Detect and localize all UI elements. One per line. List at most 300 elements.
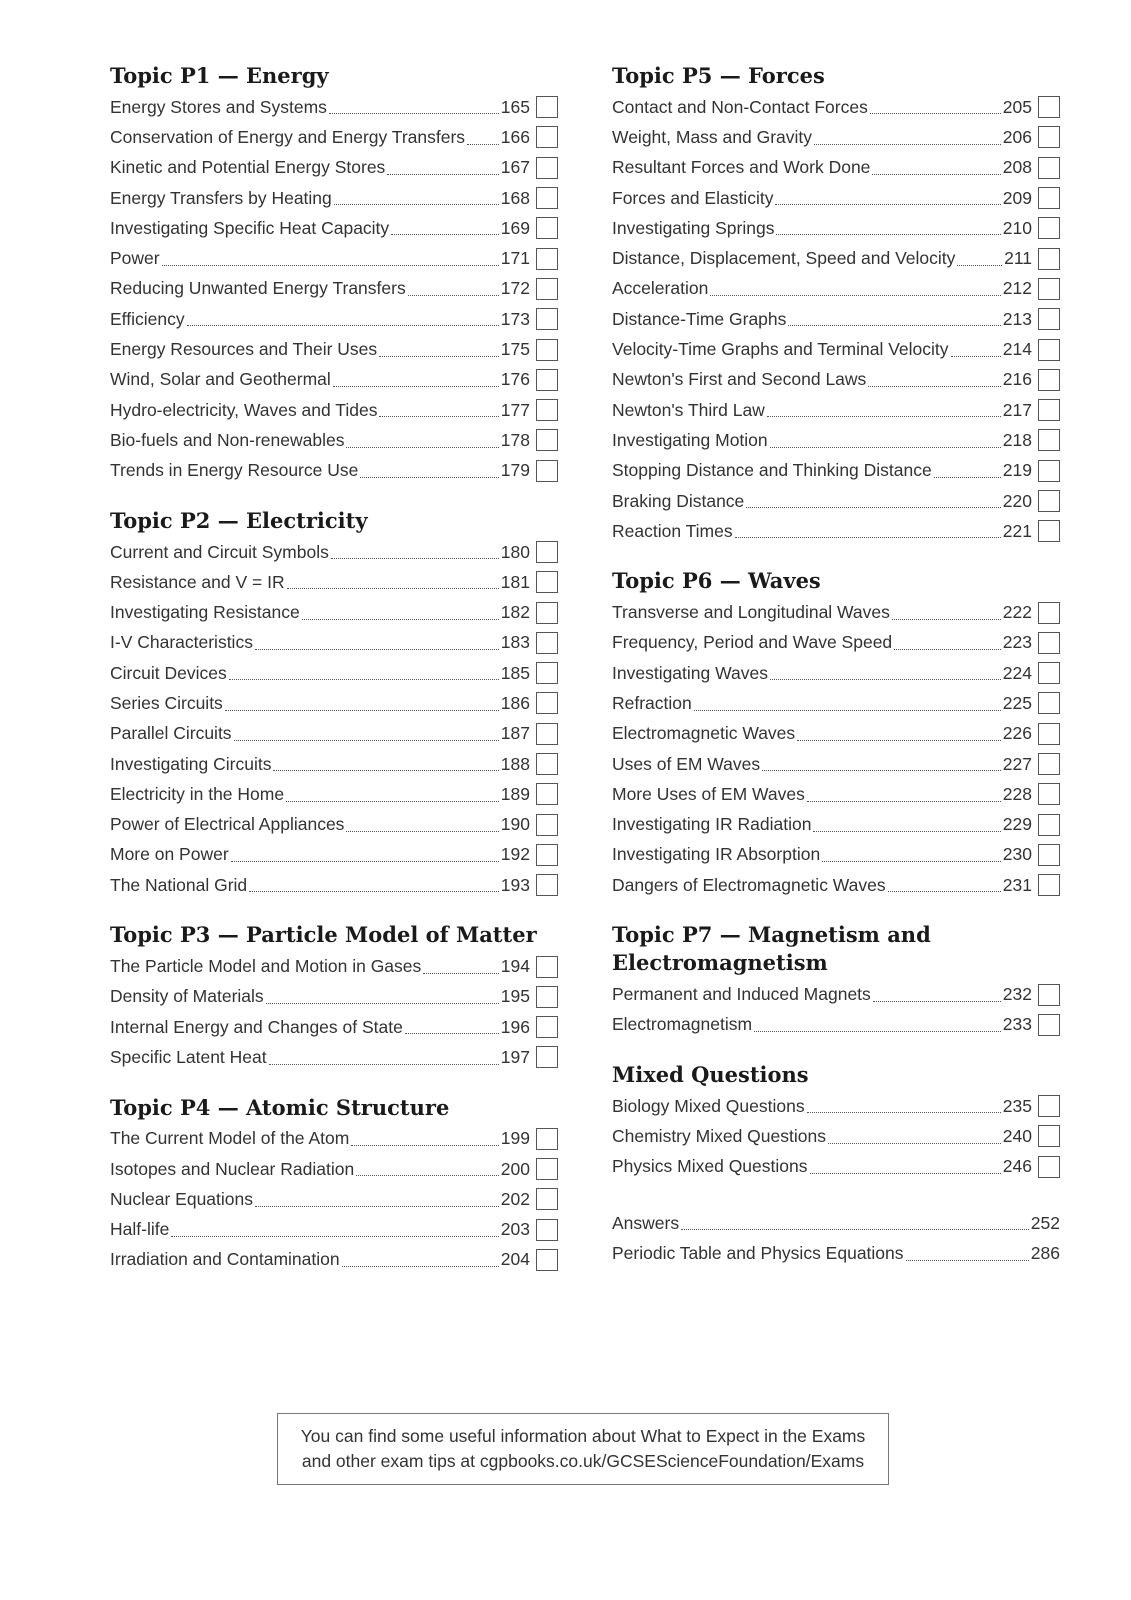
progress-checkbox[interactable] — [536, 399, 558, 421]
progress-checkbox[interactable] — [1038, 126, 1060, 148]
dot-leader — [408, 289, 499, 296]
entry-page-number: 240 — [1002, 1125, 1032, 1146]
entry-page-number: 220 — [1002, 490, 1032, 511]
progress-checkbox[interactable] — [536, 1046, 558, 1068]
dot-leader — [762, 764, 1001, 771]
progress-checkbox[interactable] — [536, 278, 558, 300]
entry-label: Electromagnetic Waves — [612, 723, 796, 744]
dot-leader — [775, 198, 1000, 205]
contents-entry — [110, 537, 558, 567]
dot-leader — [797, 734, 1001, 741]
dot-leader — [225, 704, 499, 711]
entry-label: Kinetic and Potential Energy Stores — [110, 157, 386, 178]
contents-entry — [110, 719, 558, 749]
progress-checkbox[interactable] — [536, 874, 558, 896]
progress-checkbox[interactable] — [536, 662, 558, 684]
entry-page-number: 214 — [1002, 339, 1032, 360]
progress-checkbox[interactable] — [1038, 96, 1060, 118]
entry-label: Electricity in the Home — [110, 783, 285, 804]
contents-entry — [612, 92, 1060, 122]
progress-checkbox[interactable] — [1038, 399, 1060, 421]
contents-entry — [612, 979, 1060, 1009]
dot-leader — [767, 410, 1001, 417]
entry-label: Newton's Third Law — [612, 399, 765, 420]
progress-checkbox[interactable] — [536, 339, 558, 361]
entry-page-number: 206 — [1002, 126, 1032, 147]
contents-entry — [612, 719, 1060, 749]
progress-checkbox[interactable] — [1038, 157, 1060, 179]
contents-entry — [110, 840, 558, 870]
progress-checkbox[interactable] — [536, 814, 558, 836]
entry-label: Half-life — [110, 1219, 170, 1240]
progress-checkbox[interactable] — [536, 956, 558, 978]
entry-label: I-V Characteristics — [110, 632, 253, 653]
dot-leader — [746, 501, 1001, 508]
entry-label: Newton's First and Second Laws — [612, 369, 867, 390]
dot-leader — [892, 613, 1001, 620]
topic-p6-title: Topic P6 — Waves — [612, 568, 821, 594]
entry-label: Current and Circuit Symbols — [110, 541, 329, 562]
contents-entry — [612, 395, 1060, 425]
dot-leader — [255, 1200, 499, 1207]
entry-page-number: 196 — [500, 1016, 530, 1037]
progress-checkbox[interactable] — [1038, 460, 1060, 482]
topic-p2-entries — [110, 537, 558, 901]
entry-label: Investigating Specific Heat Capacity — [110, 217, 390, 238]
topic-p7-section — [612, 919, 1060, 1040]
entry-page-number: 226 — [1002, 723, 1032, 744]
topic-p7-title-line1: Topic P7 — Magnetism and — [612, 922, 931, 948]
topic-p6-section — [612, 565, 1060, 900]
contents-entry — [612, 274, 1060, 304]
progress-checkbox[interactable] — [1038, 217, 1060, 239]
entry-label: Distance-Time Graphs — [612, 308, 787, 329]
contents-entry — [612, 213, 1060, 243]
dot-leader — [329, 107, 499, 114]
dot-leader — [356, 1169, 499, 1176]
progress-checkbox[interactable] — [1038, 308, 1060, 330]
progress-checkbox[interactable] — [536, 723, 558, 745]
entry-page-number: 199 — [500, 1128, 530, 1149]
entry-label: Transverse and Longitudinal Waves — [612, 602, 890, 623]
entry-page-number: 177 — [500, 399, 530, 420]
entry-page-number: 183 — [500, 632, 530, 653]
dot-leader — [467, 138, 499, 145]
topic-p4-title: Topic P4 — Atomic Structure — [110, 1094, 450, 1120]
contents-entry — [612, 425, 1060, 455]
contents-entry — [110, 1245, 558, 1275]
progress-checkbox[interactable] — [536, 96, 558, 118]
dot-leader — [957, 259, 1002, 266]
entry-page-number: 230 — [1002, 844, 1032, 865]
progress-checkbox[interactable] — [536, 217, 558, 239]
dot-leader — [351, 1139, 499, 1146]
topic-p5-entries — [612, 92, 1060, 546]
contents-entry — [110, 982, 558, 1012]
entry-page-number: 202 — [500, 1188, 530, 1209]
entry-page-number: 209 — [1002, 187, 1032, 208]
dot-leader — [334, 198, 499, 205]
entry-page-number: 235 — [1002, 1095, 1032, 1116]
entry-page-number: 219 — [1002, 460, 1032, 481]
progress-checkbox[interactable] — [1038, 187, 1060, 209]
contents-entry — [110, 365, 558, 395]
entry-page-number: 224 — [1002, 662, 1032, 683]
entry-page-number: 252 — [1030, 1212, 1060, 1233]
contents-entry — [110, 456, 558, 486]
topic-p1-section — [110, 60, 558, 486]
entry-label: Acceleration — [612, 278, 709, 299]
entry-label: More Uses of EM Waves — [612, 783, 805, 804]
contents-entry — [110, 1215, 558, 1245]
progress-checkbox[interactable] — [536, 1016, 558, 1038]
progress-checkbox[interactable] — [536, 632, 558, 654]
entry-page-number: 229 — [1002, 814, 1032, 835]
dot-leader — [894, 643, 1001, 650]
entry-label: Resistance and V = IR — [110, 571, 285, 592]
progress-checkbox[interactable] — [536, 541, 558, 563]
entry-label: Biology Mixed Questions — [612, 1095, 805, 1116]
progress-checkbox[interactable] — [536, 308, 558, 330]
entry-label: Series Circuits — [110, 692, 223, 713]
dot-leader — [231, 855, 499, 862]
progress-checkbox[interactable] — [1038, 1095, 1060, 1117]
progress-checkbox[interactable] — [1038, 602, 1060, 624]
entry-label: Frequency, Period and Wave Speed — [612, 632, 893, 653]
contents-entry — [612, 749, 1060, 779]
dot-leader — [162, 259, 499, 266]
dot-leader — [405, 1027, 499, 1034]
contents-entry — [110, 870, 558, 900]
back-matter-entries — [612, 1208, 1060, 1269]
progress-checkbox[interactable] — [1038, 753, 1060, 775]
entry-label: Stopping Distance and Thinking Distance — [612, 460, 932, 481]
contents-entry — [612, 1010, 1060, 1040]
topic-p5-title: Topic P5 — Forces — [612, 63, 825, 88]
dot-leader — [788, 319, 1000, 326]
progress-checkbox[interactable] — [1038, 369, 1060, 391]
entry-page-number: 228 — [1002, 783, 1032, 804]
contents-entry — [612, 365, 1060, 395]
entry-page-number: 186 — [500, 692, 530, 713]
progress-checkbox[interactable] — [536, 1188, 558, 1210]
contents-entry — [612, 153, 1060, 183]
entry-label: Chemistry Mixed Questions — [612, 1125, 826, 1146]
contents-entry — [110, 567, 558, 597]
entry-label: Permanent and Induced Magnets — [612, 984, 871, 1005]
dot-leader — [379, 410, 498, 417]
entry-label: Distance, Displacement, Speed and Velocity — [612, 248, 956, 269]
contents-entry — [110, 810, 558, 840]
entry-page-number: 192 — [500, 844, 530, 865]
entry-label: Power — [110, 248, 160, 269]
entry-page-number: 193 — [500, 874, 530, 895]
entry-label: Electromagnetism — [612, 1014, 753, 1035]
contents-entry — [612, 243, 1060, 273]
progress-checkbox[interactable] — [536, 187, 558, 209]
topic-p6-entries — [612, 597, 1060, 900]
progress-checkbox[interactable] — [536, 1158, 558, 1180]
entry-label: Investigating Resistance — [110, 602, 300, 623]
progress-checkbox[interactable] — [1038, 248, 1060, 270]
progress-checkbox[interactable] — [536, 1128, 558, 1150]
progress-checkbox[interactable] — [536, 429, 558, 451]
entry-label: Wind, Solar and Geothermal — [110, 369, 331, 390]
topic-p2-section — [110, 505, 558, 901]
entry-label: Internal Energy and Changes of State — [110, 1016, 403, 1037]
mixed-questions-title: Mixed Questions — [612, 1062, 809, 1088]
progress-checkbox[interactable] — [1038, 490, 1060, 512]
dot-leader — [807, 1106, 1001, 1113]
topic-p3-entries — [110, 951, 558, 1072]
mixed-questions-entries — [612, 1091, 1060, 1182]
mixed-questions-section — [612, 1059, 1060, 1182]
progress-checkbox[interactable] — [1038, 1125, 1060, 1147]
entry-page-number: 221 — [1002, 520, 1032, 541]
dot-leader — [187, 319, 499, 326]
contents-entry — [110, 1184, 558, 1214]
dot-leader — [814, 138, 1001, 145]
dot-leader — [710, 289, 1000, 296]
dot-leader — [807, 795, 1001, 802]
entry-page-number: 189 — [500, 783, 530, 804]
dot-leader — [870, 107, 1001, 114]
contents-entry — [612, 840, 1060, 870]
contents-entry — [612, 628, 1060, 658]
progress-checkbox[interactable] — [1038, 278, 1060, 300]
entry-page-number: 171 — [500, 248, 530, 269]
progress-checkbox[interactable] — [1038, 844, 1060, 866]
contents-entry — [110, 951, 558, 981]
dot-leader — [346, 441, 498, 448]
contents-entry — [110, 628, 558, 658]
entry-label: Efficiency — [110, 308, 185, 329]
progress-checkbox[interactable] — [536, 753, 558, 775]
dot-leader — [770, 673, 1001, 680]
entry-label: Isotopes and Nuclear Radiation — [110, 1158, 355, 1179]
dot-leader — [360, 471, 498, 478]
back-matter-section — [612, 1208, 1060, 1269]
progress-checkbox[interactable] — [536, 157, 558, 179]
contents-entry — [612, 486, 1060, 516]
entry-page-number: 203 — [500, 1219, 530, 1240]
entry-page-number: 233 — [1002, 1014, 1032, 1035]
contents-entry — [110, 92, 558, 122]
progress-checkbox[interactable] — [1038, 723, 1060, 745]
dot-leader — [266, 997, 499, 1004]
entry-page-number: 213 — [1002, 308, 1032, 329]
contents-entry — [612, 1152, 1060, 1182]
topic-p7-title — [612, 919, 1060, 979]
progress-checkbox[interactable] — [1038, 692, 1060, 714]
contents-entry — [612, 516, 1060, 546]
entry-label: Forces and Elasticity — [612, 187, 774, 208]
contents-entry — [110, 274, 558, 304]
entry-label: Density of Materials — [110, 986, 264, 1007]
contents-entry — [110, 153, 558, 183]
entry-label: Resultant Forces and Work Done — [612, 157, 871, 178]
entry-label: Reducing Unwanted Energy Transfers — [110, 278, 406, 299]
dot-leader — [813, 825, 1000, 832]
progress-checkbox[interactable] — [1038, 984, 1060, 1006]
contents-entry — [612, 183, 1060, 213]
entry-label: Refraction — [612, 692, 692, 713]
entry-label: The Particle Model and Motion in Gases — [110, 956, 422, 977]
progress-checkbox[interactable] — [1038, 662, 1060, 684]
progress-checkbox[interactable] — [536, 783, 558, 805]
contents-entry — [612, 658, 1060, 688]
progress-checkbox[interactable] — [1038, 520, 1060, 542]
contents-entry — [110, 749, 558, 779]
topic-p5-section — [612, 60, 1060, 546]
topic-p1-title: Topic P1 — Energy — [110, 63, 329, 88]
contents-entry — [612, 1091, 1060, 1121]
progress-checkbox[interactable] — [536, 248, 558, 270]
progress-checkbox[interactable] — [536, 126, 558, 148]
left-column — [110, 60, 558, 1294]
topic-p1-entries — [110, 92, 558, 486]
entry-label: Irradiation and Contamination — [110, 1249, 340, 1270]
contents-entry — [110, 1042, 558, 1072]
contents-entry — [612, 1238, 1060, 1268]
exam-info-box — [277, 1413, 889, 1485]
entry-label: Uses of EM Waves — [612, 753, 761, 774]
entry-page-number: 181 — [500, 571, 530, 592]
entry-page-number: 190 — [500, 814, 530, 835]
dot-leader — [331, 552, 499, 559]
entry-label: Specific Latent Heat — [110, 1046, 267, 1067]
dot-leader — [342, 1260, 499, 1267]
entry-page-number: 197 — [500, 1046, 530, 1067]
contents-entry — [612, 1121, 1060, 1151]
progress-checkbox[interactable] — [536, 369, 558, 391]
progress-checkbox[interactable] — [536, 844, 558, 866]
entry-label: Circuit Devices — [110, 662, 227, 683]
entry-page-number: 175 — [500, 339, 530, 360]
entry-label: Investigating Circuits — [110, 753, 272, 774]
entry-page-number: 178 — [500, 429, 530, 450]
progress-checkbox[interactable] — [1038, 1014, 1060, 1036]
dot-leader — [873, 995, 1001, 1002]
entry-page-number: 172 — [500, 278, 530, 299]
progress-checkbox[interactable] — [536, 1219, 558, 1241]
entry-label: Reaction Times — [612, 520, 733, 541]
entry-page-number: 180 — [500, 541, 530, 562]
contents-entry — [110, 658, 558, 688]
entry-page-number: 208 — [1002, 157, 1032, 178]
entry-page-number: 216 — [1002, 369, 1032, 390]
exam-info-line1: You can find some useful information about What to Expect in the Exams — [300, 1426, 866, 1446]
entry-label: Weight, Mass and Gravity — [612, 126, 813, 147]
entry-label: Conservation of Energy and Energy Transfers — [110, 126, 466, 147]
entry-page-number: 212 — [1002, 278, 1032, 299]
entry-page-number: 168 — [500, 187, 530, 208]
entry-page-number: 188 — [500, 753, 530, 774]
contents-entry — [612, 597, 1060, 627]
entry-page-number: 218 — [1002, 429, 1032, 450]
topic-p3-title: Topic P3 — Particle Model of Matter — [110, 922, 537, 948]
progress-checkbox[interactable] — [1038, 339, 1060, 361]
progress-checkbox[interactable] — [1038, 814, 1060, 836]
progress-checkbox[interactable] — [536, 986, 558, 1008]
contents-entry — [612, 456, 1060, 486]
entry-page-number: 173 — [500, 308, 530, 329]
contents-entry — [612, 688, 1060, 718]
entry-label: The Current Model of the Atom — [110, 1128, 350, 1149]
entry-label: Power of Electrical Appliances — [110, 814, 345, 835]
progress-checkbox[interactable] — [1038, 429, 1060, 451]
progress-checkbox[interactable] — [1038, 632, 1060, 654]
entry-page-number: 227 — [1002, 753, 1032, 774]
entry-label: Investigating Springs — [612, 217, 775, 238]
dot-leader — [379, 350, 499, 357]
dot-leader — [770, 441, 1001, 448]
topic-p3-section — [110, 919, 558, 1072]
entry-label: Energy Transfers by Heating — [110, 187, 332, 208]
dot-leader — [287, 582, 499, 589]
right-column — [612, 60, 1060, 1288]
progress-checkbox[interactable] — [536, 1249, 558, 1271]
dot-leader — [171, 1230, 498, 1237]
entry-label: Answers — [612, 1212, 680, 1233]
entry-page-number: 211 — [1004, 248, 1032, 269]
dot-leader — [333, 380, 499, 387]
entry-page-number: 194 — [500, 956, 530, 977]
dot-leader — [423, 967, 499, 974]
contents-entry — [110, 122, 558, 152]
dot-leader — [255, 643, 499, 650]
progress-checkbox[interactable] — [536, 602, 558, 624]
entry-label: Dangers of Electromagnetic Waves — [612, 874, 886, 895]
entry-label: Velocity-Time Graphs and Terminal Velocity — [612, 339, 949, 360]
entry-page-number: 185 — [500, 662, 530, 683]
entry-page-number: 225 — [1002, 692, 1032, 713]
dot-leader — [234, 734, 499, 741]
entry-page-number: 182 — [500, 602, 530, 623]
progress-checkbox[interactable] — [536, 692, 558, 714]
dot-leader — [694, 704, 1001, 711]
progress-checkbox[interactable] — [1038, 1156, 1060, 1178]
topic-p2-title: Topic P2 — Electricity — [110, 507, 368, 533]
progress-checkbox[interactable] — [1038, 783, 1060, 805]
dot-leader — [810, 1167, 1001, 1174]
contents-entry — [612, 810, 1060, 840]
dot-leader — [934, 471, 1001, 478]
dot-leader — [681, 1223, 1029, 1230]
progress-checkbox[interactable] — [536, 460, 558, 482]
entry-page-number: 165 — [500, 96, 530, 117]
contents-entry — [612, 870, 1060, 900]
entry-page-number: 167 — [500, 157, 530, 178]
entry-label: More on Power — [110, 844, 229, 865]
entry-page-number: 246 — [1002, 1156, 1032, 1177]
dot-leader — [754, 1025, 1001, 1032]
dot-leader — [822, 855, 1001, 862]
entry-page-number: 232 — [1002, 984, 1032, 1005]
exam-info-line2: and other exam tips at cgpbooks.co.uk/GCSEScienceFoundation/Exams — [301, 1451, 865, 1471]
entry-label: Investigating Motion — [612, 429, 768, 450]
contents-entry — [110, 1154, 558, 1184]
entry-page-number: 179 — [500, 460, 530, 481]
dot-leader — [273, 764, 498, 771]
progress-checkbox[interactable] — [536, 571, 558, 593]
entry-label: Contact and Non-Contact Forces — [612, 96, 868, 117]
contents-entry — [110, 597, 558, 627]
contents-entry — [110, 334, 558, 364]
progress-checkbox[interactable] — [1038, 874, 1060, 896]
dot-leader — [868, 380, 1001, 387]
entry-page-number: 222 — [1002, 602, 1032, 623]
